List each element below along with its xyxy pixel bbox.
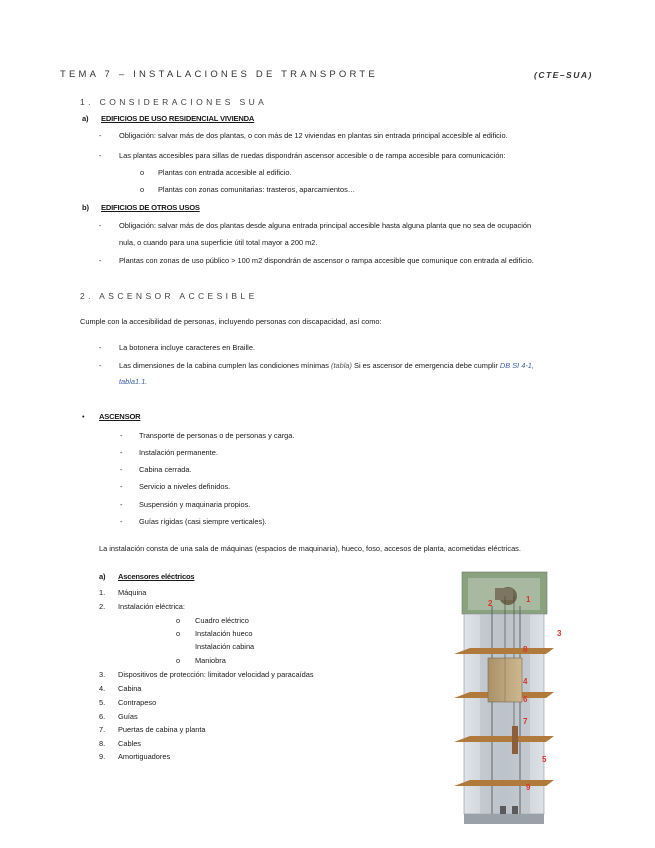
asc-item-5: Suspensión y maquinaria propios. xyxy=(139,500,251,509)
motor-body xyxy=(495,588,513,600)
counterweight xyxy=(512,726,518,754)
asc-item-1: Transporte de personas o de personas y carga. xyxy=(139,431,295,440)
install-text: La instalación consta de una sala de máquinas (espacios de maquinaria), hueco, foso, accesos de planta, acometidas eléctricas. xyxy=(99,544,521,553)
sub-a-title: EDIFICIOS DE USO RESIDENCIAL VIVIENDA xyxy=(101,114,255,123)
dash-bullet: - xyxy=(120,431,123,440)
section-1-title: 1. CONSIDERACIONES SUA xyxy=(80,97,268,107)
list-number: 5. xyxy=(99,698,106,707)
a-sub-2: Plantas con zonas comunitarias: trasteros, aparcamientos… xyxy=(158,185,356,194)
figure-label-1: 1 xyxy=(526,595,531,604)
b-item-1-line-2: nula, o cuando para una superficie útil total mayor a 200 m2. xyxy=(119,238,318,247)
dash-bullet: - xyxy=(99,256,102,265)
ascensor-title: ASCENSOR xyxy=(99,412,141,421)
list-number: 6. xyxy=(99,712,106,721)
dash-bullet: - xyxy=(99,361,102,370)
elec-sub-4: Maniobra xyxy=(195,656,226,665)
list-item-guias: Guías xyxy=(118,712,138,721)
dash-bullet: - xyxy=(99,343,102,352)
doc-tag: (CTE–SUA) xyxy=(534,70,593,80)
elevator-diagram xyxy=(450,566,575,828)
floor-slab xyxy=(454,648,554,654)
tabla-ref: (tabla) xyxy=(331,361,352,370)
elec-sub-3: Instalación cabina xyxy=(195,642,255,651)
a-item-1: Obligación: salvar más de dos plantas, o con más de 12 viviendas en plantas sin entrada principal accesible al edificio. xyxy=(119,131,508,140)
dash-bullet: - xyxy=(120,517,123,526)
circle-bullet: o xyxy=(176,656,181,665)
list-number: 4. xyxy=(99,684,106,693)
s2-intro: Cumple con la accesibilidad de personas, incluyendo personas con discapacidad, así como: xyxy=(80,317,382,326)
list-number: 2. xyxy=(99,602,106,611)
sub-b-marker: b) xyxy=(82,203,89,212)
figure-label-9: 9 xyxy=(526,783,531,792)
circle-bullet: o xyxy=(140,168,145,177)
doc-title: TEMA 7 – INSTALACIONES DE TRANSPORTE xyxy=(60,69,378,80)
circle-bullet: o xyxy=(176,629,181,638)
tabla-link[interactable]: tabla1.1. xyxy=(119,377,148,386)
buffer xyxy=(512,806,518,814)
figure-label-6: 6 xyxy=(523,695,528,704)
dash-bullet: - xyxy=(99,151,102,160)
list-item-cabina: Cabina xyxy=(118,684,142,693)
dash-bullet: - xyxy=(120,482,123,491)
circle-bullet: o xyxy=(140,185,145,194)
list-item-contrapeso: Contrapeso xyxy=(118,698,157,707)
a-item-2: Las plantas accesibles para sillas de ruedas dispondrán ascensor accesible o de rampa accesible para comunicación: xyxy=(119,151,506,160)
list-number: 9. xyxy=(99,752,106,761)
sub-b-title: EDIFICIOS DE OTROS USOS xyxy=(101,203,200,212)
figure-label-2: 2 xyxy=(488,599,493,608)
a-sub-1: Plantas con entrada accesible al edificio. xyxy=(158,168,292,177)
dash-bullet: - xyxy=(120,448,123,457)
elec-sub-2: Instalación hueco xyxy=(195,629,253,638)
list-item-maquina: Máquina xyxy=(118,588,147,597)
s2-item-2 xyxy=(119,361,534,370)
list-number: 7. xyxy=(99,725,106,734)
circle-bullet: o xyxy=(176,616,181,625)
section-2-title: 2. ASCENSOR ACCESIBLE xyxy=(80,291,258,301)
list-item-cables: Cables xyxy=(118,739,142,748)
list-item-instalacion: Instalación eléctrica: xyxy=(118,602,185,611)
s2-item-2-text: Las dimensiones de la cabina cumplen las condiciones mínimas xyxy=(119,361,329,370)
sub-a-marker: a) xyxy=(82,114,89,123)
floor-slab xyxy=(454,780,554,786)
pit xyxy=(464,814,544,824)
asc-item-6: Guías rígidas (casi siempre verticales). xyxy=(139,517,267,526)
dash-bullet: - xyxy=(120,465,123,474)
floor-slab xyxy=(454,736,554,742)
s2-item-1: La botonera incluye caracteres en Braille. xyxy=(119,343,255,352)
figure-label-3: 3 xyxy=(557,629,562,638)
b-item-2: Plantas con zonas de uso público > 100 m2 dispondrán de ascensor o rampa accesible que comunique con entrada al edificio. xyxy=(119,256,534,265)
asc-item-4: Servicio a niveles definidos. xyxy=(139,482,231,491)
figure-label-4: 4 xyxy=(523,677,528,686)
elec-title: Ascensores eléctricos xyxy=(118,572,195,581)
list-item-amortiguadores: Amortiguadores xyxy=(118,752,171,761)
list-number: 1. xyxy=(99,588,106,597)
b-item-1-line-1: Obligación: salvar más de dos plantas desde alguna entrada principal accesible hasta alguna planta que no sea de ocupación xyxy=(119,221,532,230)
figure-label-7: 7 xyxy=(523,717,528,726)
buffer xyxy=(500,806,506,814)
elec-marker: a) xyxy=(99,572,106,581)
list-item-puertas: Puertas de cabina y planta xyxy=(118,725,206,734)
asc-item-3: Cabina cerrada. xyxy=(139,465,192,474)
asc-item-2: Instalación permanente. xyxy=(139,448,218,457)
list-item-dispositivos: Dispositivos de protección: limitador velocidad y paracaídas xyxy=(118,670,314,679)
dot-bullet: • xyxy=(82,412,85,421)
dash-bullet: - xyxy=(99,131,102,140)
dash-bullet: - xyxy=(99,221,102,230)
figure-label-5: 5 xyxy=(542,755,547,764)
figure-label-8: 8 xyxy=(523,645,528,654)
list-number: 3. xyxy=(99,670,106,679)
list-number: 8. xyxy=(99,739,106,748)
dash-bullet: - xyxy=(120,500,123,509)
s2-item-2-text-2: Si es ascensor de emergencia debe cumplir xyxy=(354,361,498,370)
elec-sub-1: Cuadro eléctrico xyxy=(195,616,249,625)
db-si-link[interactable]: DB SI 4-1, xyxy=(499,361,534,370)
